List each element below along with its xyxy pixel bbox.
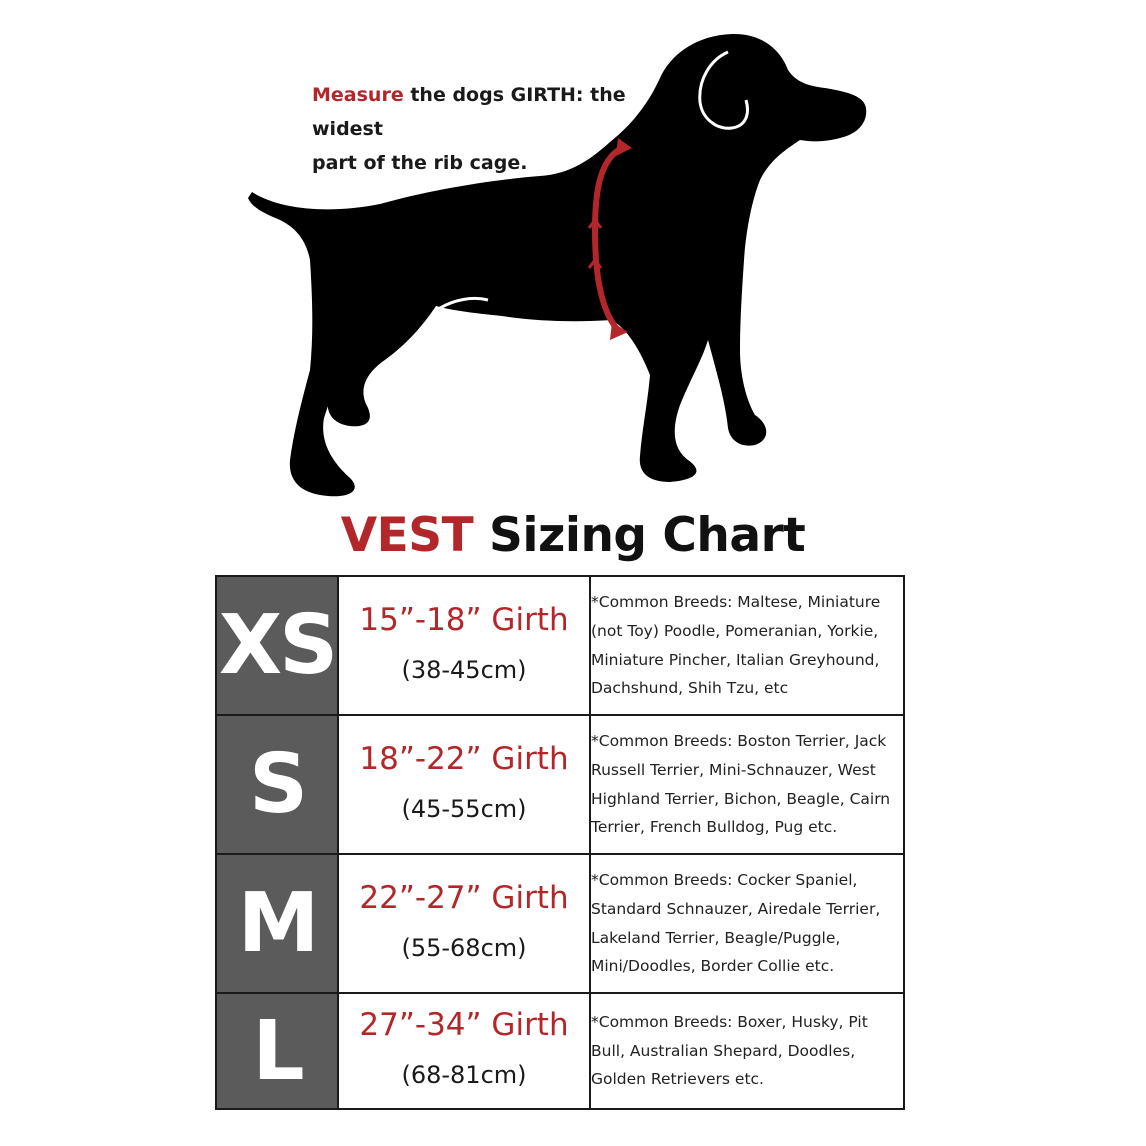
common-breeds: *Common Breeds: Boston Terrier, Jack Russell Terrier, Mini-Schnauzer, West Highland Terrier, Bichon, Beagle, Cairn Terrier, French Bulldog, Pug etc. — [590, 715, 904, 854]
girth-centimeters: (55-68cm) — [401, 933, 527, 962]
dog-body — [248, 34, 866, 496]
girth-centimeters: (38-45cm) — [401, 655, 527, 684]
girth-cell — [338, 576, 590, 715]
common-breeds: *Common Breeds: Cocker Spaniel, Standard Schnauzer, Airedale Terrier, Lakeland Terrier, Beagle/Puggle, Mini/Doodles, Border Collie etc. — [590, 854, 904, 993]
girth-cell — [338, 993, 590, 1109]
girth-cell — [338, 715, 590, 854]
girth-centimeters: (68-81cm) — [401, 1061, 527, 1090]
size-label: M — [216, 854, 338, 993]
size-label: L — [216, 993, 338, 1109]
girth-centimeters: (45-55cm) — [401, 794, 527, 823]
girth-inches: 18”-22” Girth — [359, 740, 569, 777]
size-row-xs — [216, 576, 904, 715]
common-breeds: *Common Breeds: Maltese, Miniature (not Toy) Poodle, Pomeranian, Yorkie, Miniature Pincher, Italian Greyhound, Dachshund, Shih Tzu, etc — [590, 576, 904, 715]
measure-accent: Measure — [312, 84, 404, 106]
girth-cell — [338, 854, 590, 993]
size-label: XS — [216, 576, 338, 715]
girth-inches: 22”-27” Girth — [359, 879, 569, 916]
dog-eye — [796, 70, 814, 77]
measure-text-line1: the dogs GIRTH: the widest — [312, 84, 626, 140]
chart-title-rest: Sizing Chart — [473, 508, 806, 563]
common-breeds: *Common Breeds: Boxer, Husky, Pit Bull, Australian Shepard, Doodles, Golden Retrievers etc. — [590, 993, 904, 1109]
girth-inches: 27”-34” Girth — [359, 1007, 569, 1044]
sizing-table — [215, 575, 905, 1110]
chart-title — [0, 508, 1146, 563]
chart-title-accent: VEST — [340, 508, 474, 563]
girth-inches: 15”-18” Girth — [359, 601, 569, 638]
measure-text-line2: part of the rib cage. — [312, 152, 528, 174]
dog-silhouette-illustration — [240, 30, 880, 510]
size-label: S — [216, 715, 338, 854]
size-row-s — [216, 715, 904, 854]
size-row-m — [216, 854, 904, 993]
size-row-l — [216, 993, 904, 1109]
